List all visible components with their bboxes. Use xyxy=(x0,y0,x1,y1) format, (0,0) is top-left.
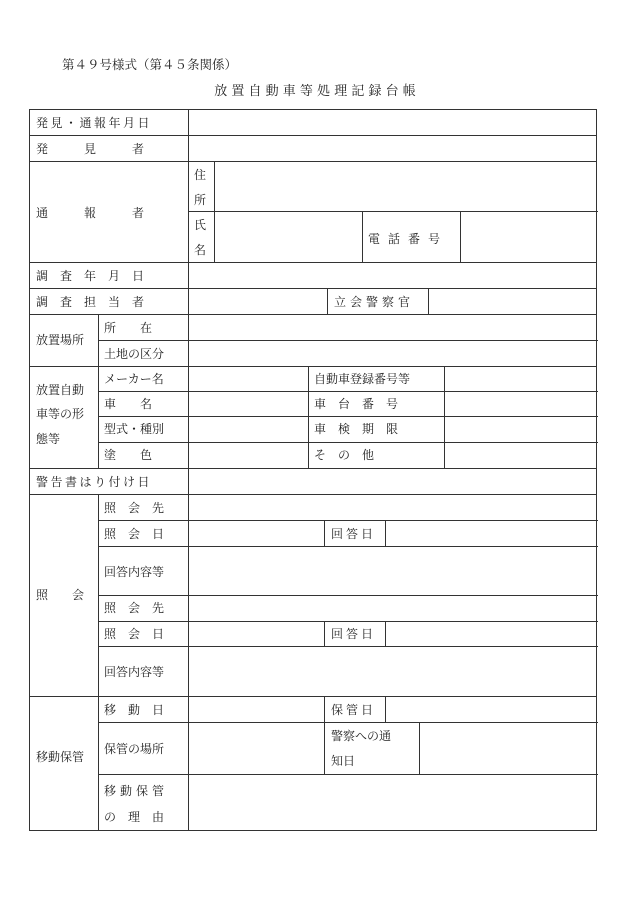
attending-officer-label: 立会警察官 xyxy=(334,295,415,309)
vehicle-label-line-1: 放置自動 xyxy=(36,383,85,397)
registration-label: 自動車登録番号等 xyxy=(314,372,411,386)
model-label: 型式・種別 xyxy=(104,422,165,436)
location-address-field[interactable] xyxy=(189,315,596,340)
reply-content-label-1: 回答内容等 xyxy=(104,565,165,579)
reason-label-line-1: 移動保管 xyxy=(104,784,169,798)
discoverer-field[interactable] xyxy=(189,136,596,161)
reply-content-field-1[interactable] xyxy=(189,547,596,594)
reporter-label: 通 報 者 xyxy=(36,206,145,220)
inquiry-destination-field-2[interactable] xyxy=(189,596,596,620)
move-date-label: 移 動 日 xyxy=(104,703,165,717)
location-label: 放置場所 xyxy=(36,333,85,347)
form-title: 放 置 自 動 車 等 処 理 記 録 台 帳 xyxy=(214,84,416,99)
reporter-phone-field[interactable] xyxy=(461,212,596,262)
land-category-field[interactable] xyxy=(189,341,596,366)
model-field[interactable] xyxy=(189,417,306,441)
location-address-label: 所 在 xyxy=(104,321,153,335)
reply-date-label-2: 回答日 xyxy=(331,627,377,641)
inquiry-destination-label-1: 照 会 先 xyxy=(104,501,165,515)
chassis-label: 車 台 番 号 xyxy=(314,397,399,411)
investigation-date-field[interactable] xyxy=(189,263,596,288)
warning-date-field[interactable] xyxy=(189,469,596,494)
discovery-date-field[interactable] xyxy=(189,110,596,135)
reason-label-line-2: の 理 由 xyxy=(104,810,165,824)
reason-field[interactable] xyxy=(189,775,596,830)
discovery-date-label: 発見・通報年月日 xyxy=(36,116,153,130)
investigator-label: 調 査 担 当 者 xyxy=(36,295,145,309)
attending-officer-field[interactable] xyxy=(429,289,596,314)
inquiry-date-label-2: 照 会 日 xyxy=(104,627,165,641)
color-field[interactable] xyxy=(189,443,306,468)
inquiry-date-label-1: 照 会 日 xyxy=(104,527,165,541)
reply-date-field-2[interactable] xyxy=(386,622,596,645)
car-name-field[interactable] xyxy=(189,392,306,415)
land-category-label: 土地の区分 xyxy=(104,347,165,361)
notify-label-line-2: 知日 xyxy=(331,754,356,768)
reply-date-label-1: 回答日 xyxy=(331,527,377,541)
name-char-2: 名 xyxy=(194,243,207,257)
inquiry-date-field-1[interactable] xyxy=(189,521,322,545)
investigation-date-label: 調 査 年 月 日 xyxy=(36,269,145,283)
color-label: 塗 色 xyxy=(104,448,153,462)
car-name-label: 車 名 xyxy=(104,397,153,411)
notify-date-field[interactable] xyxy=(420,723,596,772)
vehicle-label-line-3: 態等 xyxy=(36,432,61,446)
registration-field[interactable] xyxy=(445,367,596,390)
inspection-label: 車 検 期 限 xyxy=(314,422,399,436)
investigator-field[interactable] xyxy=(189,289,326,314)
warning-date-label: 警告書はり付け日 xyxy=(36,475,153,489)
address-char-1: 住 xyxy=(194,168,207,182)
discoverer-label: 発 見 者 xyxy=(36,142,145,156)
storage-date-field[interactable] xyxy=(386,697,596,721)
other-field[interactable] xyxy=(445,443,596,468)
phone-label: 電話番号 xyxy=(368,232,449,246)
inquiry-destination-label-2: 照 会 先 xyxy=(104,601,165,615)
inquiry-date-field-2[interactable] xyxy=(189,622,322,645)
maker-label: メーカー名 xyxy=(104,372,164,386)
relocation-label: 移動保管 xyxy=(36,750,85,764)
reply-content-field-2[interactable] xyxy=(189,647,596,696)
reporter-name-field[interactable] xyxy=(216,212,360,262)
vehicle-label-line-2: 車等の形 xyxy=(36,407,85,421)
other-label: そ の 他 xyxy=(314,448,375,462)
maker-field[interactable] xyxy=(189,367,306,390)
inspection-field[interactable] xyxy=(445,417,596,441)
address-char-2: 所 xyxy=(194,193,207,207)
inquiry-destination-field-1[interactable] xyxy=(189,495,596,519)
notify-label-line-1: 警察への通 xyxy=(331,729,392,743)
storage-place-field[interactable] xyxy=(189,723,322,772)
reply-date-field-1[interactable] xyxy=(386,521,596,545)
reporter-address-field[interactable] xyxy=(216,162,596,209)
storage-place-label: 保管の場所 xyxy=(104,742,165,756)
form-number: 第４９号様式（第４５条関係） xyxy=(62,57,238,72)
reply-content-label-2: 回答内容等 xyxy=(104,665,165,679)
inquiry-label: 照 会 xyxy=(36,588,85,602)
storage-date-label: 保管日 xyxy=(331,703,377,717)
move-date-field[interactable] xyxy=(189,697,322,721)
chassis-field[interactable] xyxy=(445,392,596,415)
name-char-1: 氏 xyxy=(194,218,207,232)
